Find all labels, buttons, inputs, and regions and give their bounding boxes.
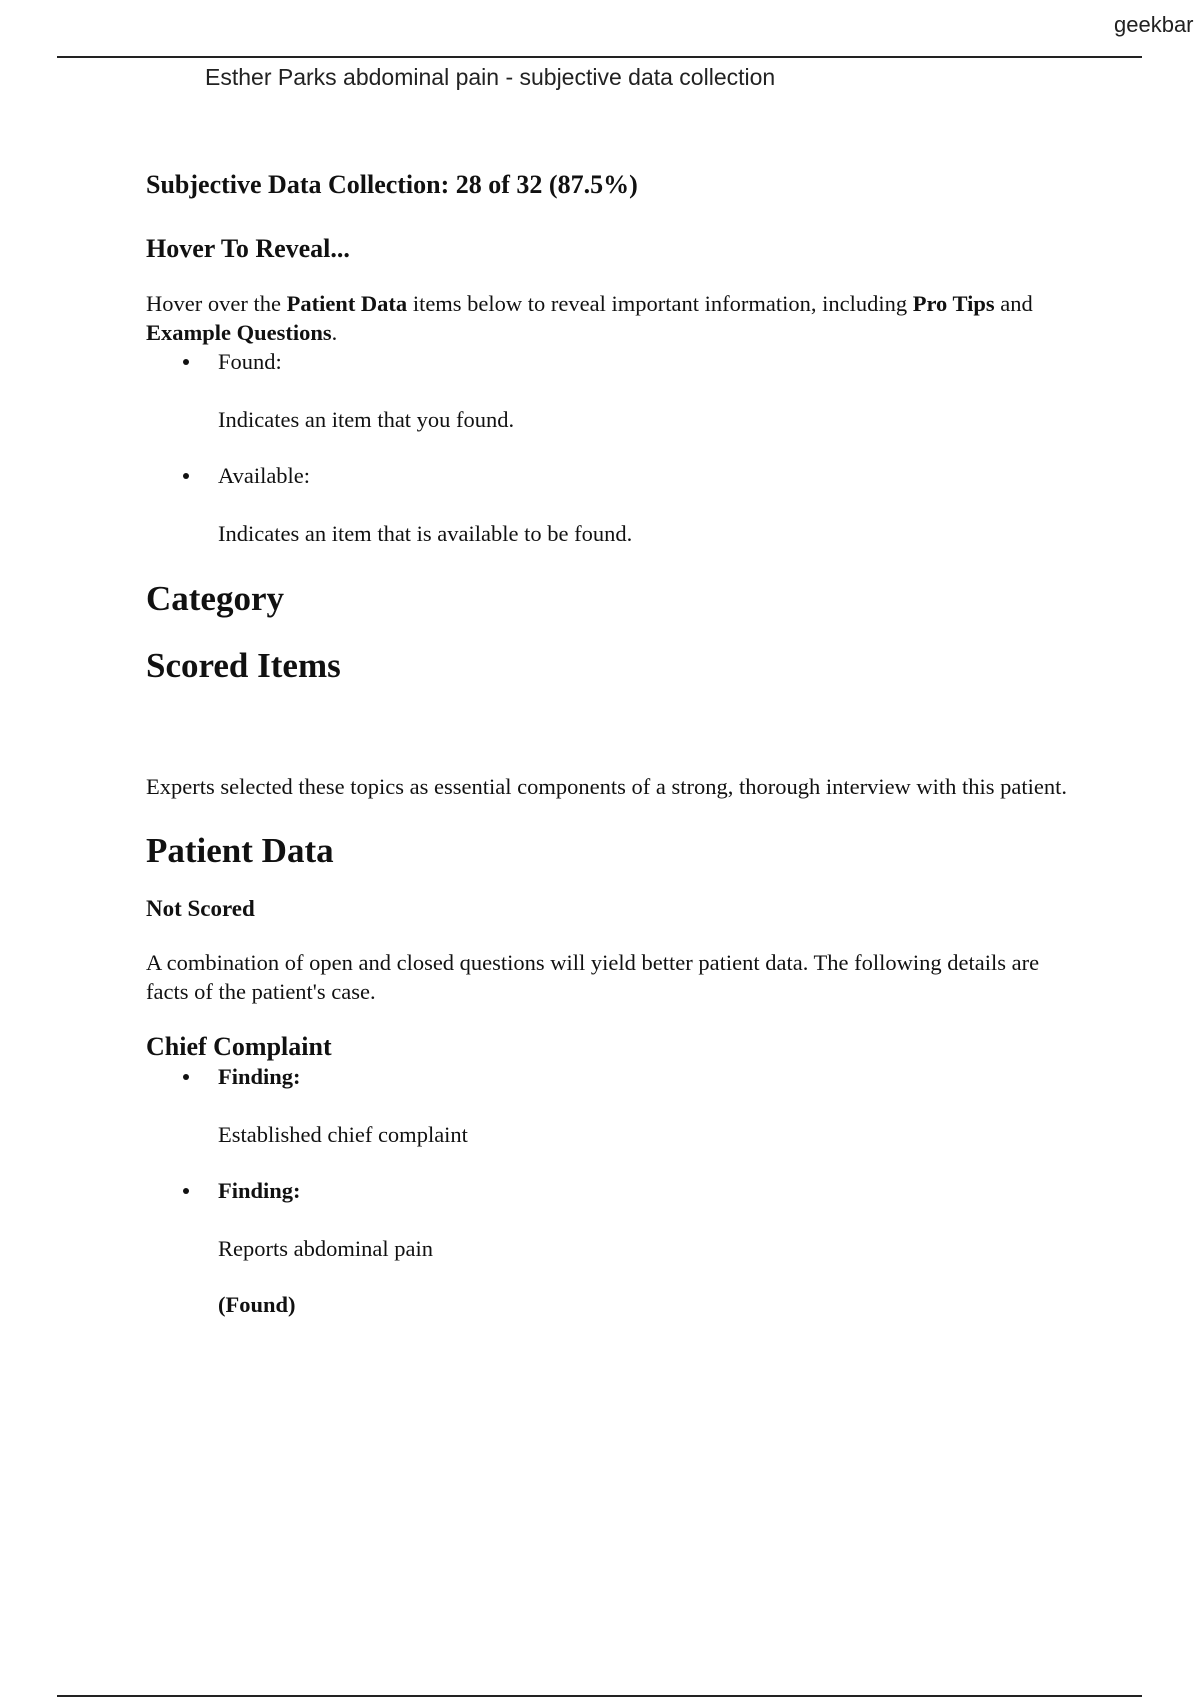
- scored-items-heading: Scored Items: [146, 646, 341, 685]
- finding-text: Reports abdominal pain: [218, 1236, 433, 1261]
- chief-complaint-heading[interactable]: Chief Complaint: [146, 1032, 332, 1061]
- finding-label: Finding:: [218, 1178, 301, 1203]
- finding-text: Established chief complaint: [218, 1122, 468, 1147]
- legend-item-found: [146, 347, 1086, 434]
- intro-bold-pro-tips: Pro Tips: [912, 291, 995, 316]
- finding-item[interactable]: [146, 1176, 1086, 1319]
- finding-item[interactable]: [146, 1062, 1086, 1149]
- category-heading: Category: [146, 579, 285, 618]
- brand-label: geekbar: [1114, 12, 1194, 37]
- hover-instructions: [146, 289, 1086, 347]
- legend-label: Available:: [218, 463, 311, 488]
- legend-description: Indicates an item that you found.: [218, 407, 515, 432]
- combination-description: A combination of open and closed questions will yield better patient data. The following details are facts of the patient's case.: [146, 950, 1040, 1004]
- legend-description: Indicates an item that is available to be found.: [218, 521, 633, 546]
- experts-description: Experts selected these topics as essential components of a strong, thorough interview with this patient.: [146, 774, 1068, 799]
- footer-divider: [57, 1695, 1142, 1697]
- intro-text-3: and: [994, 291, 1033, 316]
- header-divider: [57, 56, 1142, 58]
- score-summary: Subjective Data Collection: 28 of 32 (87.5%): [146, 170, 638, 199]
- intro-bold-example-questions: Example Questions: [146, 320, 332, 345]
- found-status-badge: (Found): [218, 1292, 296, 1317]
- not-scored-heading: Not Scored: [146, 896, 255, 921]
- legend-label: Found:: [218, 349, 282, 374]
- legend-item-available: [146, 461, 1086, 548]
- document-body: [146, 170, 1086, 1319]
- patient-data-heading: Patient Data: [146, 831, 334, 870]
- intro-text-4: .: [331, 320, 338, 345]
- finding-label: Finding:: [218, 1064, 301, 1089]
- hover-to-reveal-heading: Hover To Reveal...: [146, 234, 350, 263]
- intro-text-2: items below to reveal important information, including: [407, 291, 913, 316]
- page-title: Esther Parks abdominal pain - subjective data collection: [205, 64, 776, 90]
- intro-bold-patient-data: Patient Data: [286, 291, 408, 316]
- intro-text-1: Hover over the: [146, 291, 287, 316]
- legend-list: [146, 347, 1086, 548]
- findings-list: [146, 1062, 1086, 1319]
